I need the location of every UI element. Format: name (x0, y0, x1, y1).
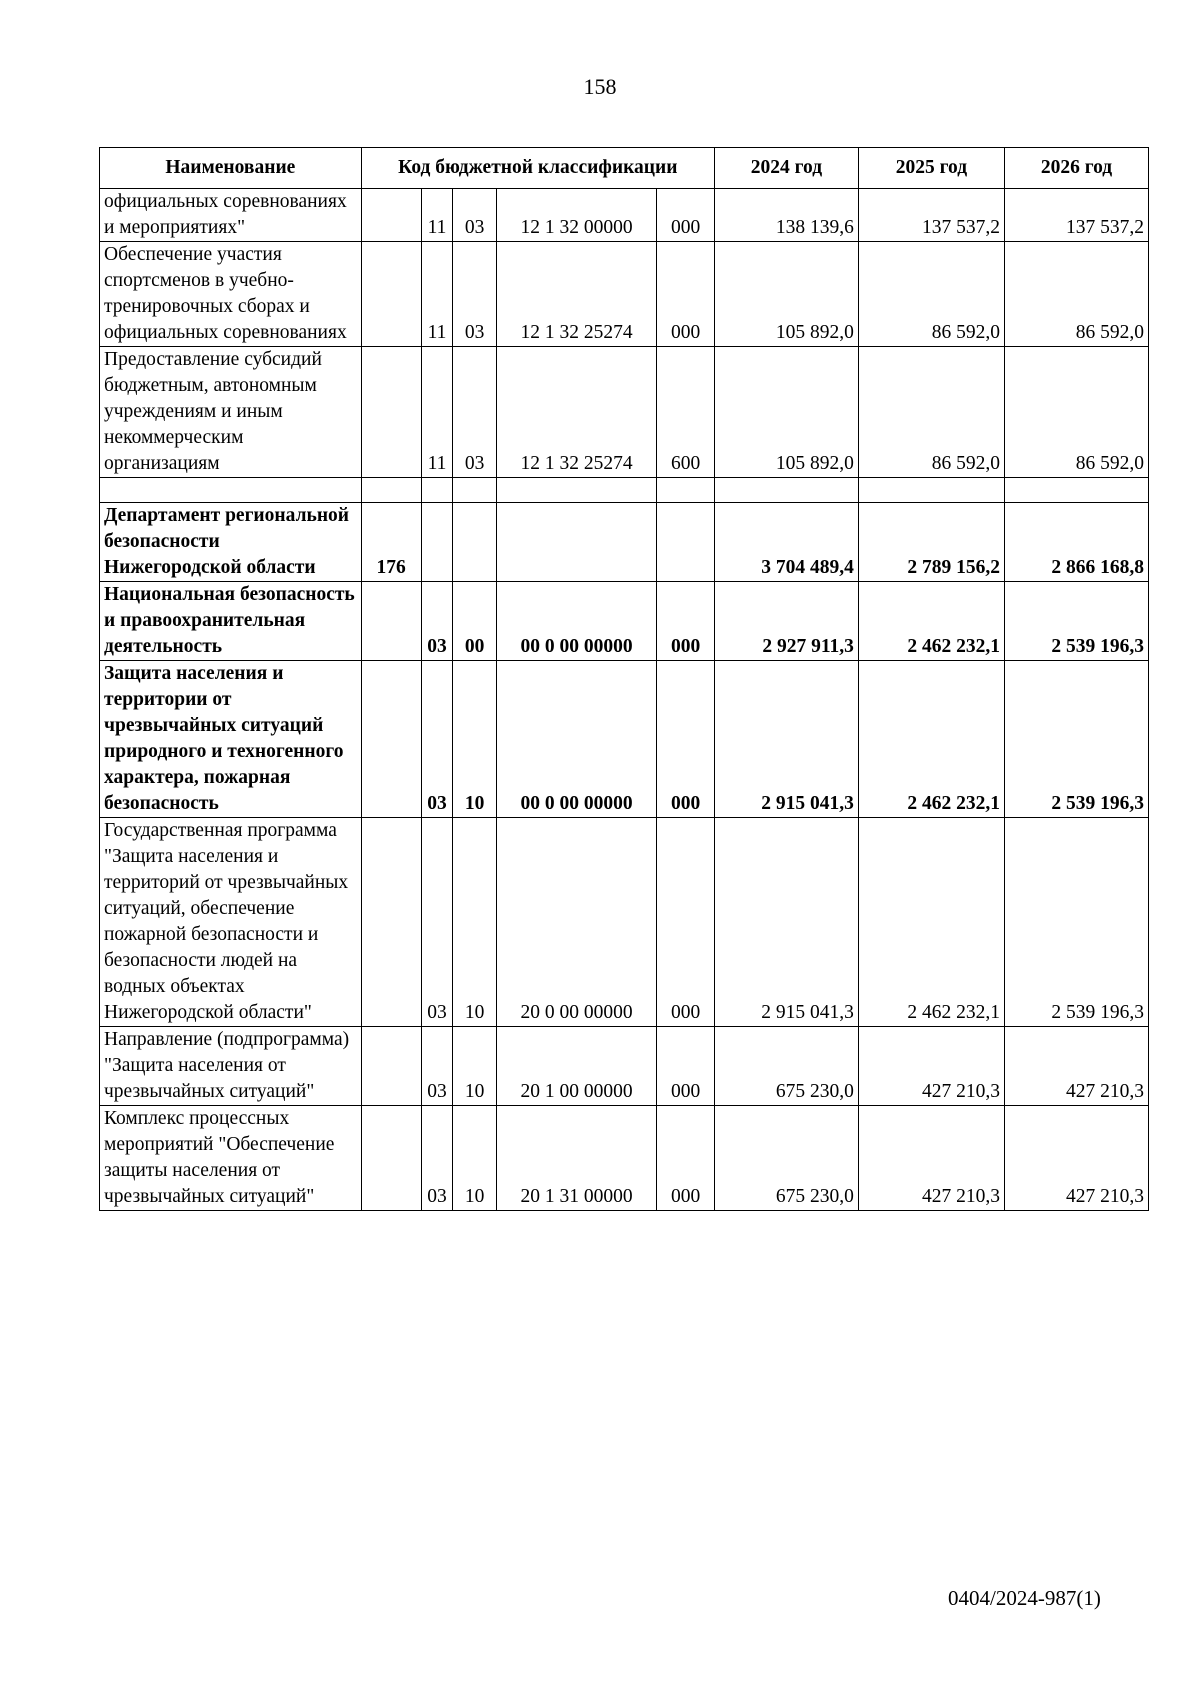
row-2026: 137 537,2 (1005, 189, 1149, 242)
row-type: 000 (657, 242, 715, 347)
row-2025: 86 592,0 (858, 242, 1004, 347)
empty-cell (361, 478, 421, 503)
row-article: 20 1 31 00000 (496, 1106, 656, 1211)
row-ministry (361, 1027, 421, 1106)
row-subsection: 10 (453, 1106, 497, 1211)
row-2024: 3 704 489,4 (714, 503, 858, 582)
table-row (100, 503, 1149, 582)
row-2025: 2 462 232,1 (858, 818, 1004, 1027)
row-name: Направление (подпрограмма) "Защита населения от чрезвычайных ситуаций" (100, 1027, 362, 1106)
row-2025: 86 592,0 (858, 347, 1004, 478)
row-subsection (453, 503, 497, 582)
row-2025: 2 462 232,1 (858, 661, 1004, 818)
row-2026: 2 539 196,3 (1005, 582, 1149, 661)
table-row (100, 1106, 1149, 1211)
table-row (100, 189, 1149, 242)
table-row (100, 661, 1149, 818)
row-name: Департамент региональной безопасности Нижегородской области (100, 503, 362, 582)
empty-cell (714, 478, 858, 503)
row-2025: 2 462 232,1 (858, 582, 1004, 661)
row-section: 03 (421, 818, 453, 1027)
empty-cell (858, 478, 1004, 503)
row-article: 20 1 00 00000 (496, 1027, 656, 1106)
row-name: Защита населения и территории от чрезвычайных ситуаций природного и техногенного характера, пожарная безопасность (100, 661, 362, 818)
row-2026: 2 539 196,3 (1005, 818, 1149, 1027)
row-2026: 86 592,0 (1005, 242, 1149, 347)
row-2026: 427 210,3 (1005, 1106, 1149, 1211)
row-2026: 2 866 168,8 (1005, 503, 1149, 582)
table-row (100, 242, 1149, 347)
row-subsection: 10 (453, 818, 497, 1027)
empty-cell (453, 478, 497, 503)
row-2026: 2 539 196,3 (1005, 661, 1149, 818)
row-type: 000 (657, 582, 715, 661)
spacer-row (100, 478, 1149, 503)
row-section: 03 (421, 582, 453, 661)
row-article: 00 0 00 00000 (496, 582, 656, 661)
row-2024: 2 915 041,3 (714, 818, 858, 1027)
budget-table (99, 147, 1149, 1211)
row-article: 12 1 32 00000 (496, 189, 656, 242)
row-ministry (361, 189, 421, 242)
empty-cell (657, 478, 715, 503)
row-name: Национальная безопасность и правоохранительная деятельность (100, 582, 362, 661)
row-name: официальных соревнованиях и мероприятиях" (100, 189, 362, 242)
document-code: 0404/2024-987(1) (948, 1586, 1101, 1610)
empty-cell (421, 478, 453, 503)
row-article: 12 1 32 25274 (496, 347, 656, 478)
row-2024: 138 139,6 (714, 189, 858, 242)
table-row (100, 1027, 1149, 1106)
empty-cell (100, 478, 362, 503)
row-2024: 105 892,0 (714, 242, 858, 347)
row-article (496, 503, 656, 582)
row-ministry (361, 242, 421, 347)
row-subsection: 03 (453, 242, 497, 347)
table-row (100, 818, 1149, 1027)
row-section: 11 (421, 242, 453, 347)
row-ministry (361, 661, 421, 818)
row-subsection: 03 (453, 347, 497, 478)
row-ministry (361, 582, 421, 661)
row-type: 600 (657, 347, 715, 478)
row-article: 20 0 00 00000 (496, 818, 656, 1027)
row-ministry (361, 818, 421, 1027)
row-article: 12 1 32 25274 (496, 242, 656, 347)
row-2024: 2 927 911,3 (714, 582, 858, 661)
table-row (100, 347, 1149, 478)
row-type: 000 (657, 1106, 715, 1211)
row-section: 11 (421, 347, 453, 478)
table-header-row (100, 148, 1149, 189)
row-2024: 675 230,0 (714, 1027, 858, 1106)
row-section: 03 (421, 661, 453, 818)
row-2026: 427 210,3 (1005, 1027, 1149, 1106)
row-section: 11 (421, 189, 453, 242)
row-section: 03 (421, 1027, 453, 1106)
empty-cell (496, 478, 656, 503)
row-type: 000 (657, 661, 715, 818)
row-type: 000 (657, 189, 715, 242)
row-type (657, 503, 715, 582)
row-name: Обеспечение участия спортсменов в учебно-тренировочных сборах и официальных соревнованиях (100, 242, 362, 347)
row-ministry: 176 (361, 503, 421, 582)
row-subsection: 10 (453, 661, 497, 818)
row-2024: 105 892,0 (714, 347, 858, 478)
row-name: Предоставление субсидий бюджетным, автономным учреждениям и иным некоммерческим организациям (100, 347, 362, 478)
header-2025: 2025 год (858, 148, 1004, 189)
header-code: Код бюджетной классификации (361, 148, 714, 189)
row-2024: 2 915 041,3 (714, 661, 858, 818)
row-2025: 427 210,3 (858, 1106, 1004, 1211)
row-subsection: 10 (453, 1027, 497, 1106)
row-section (421, 503, 453, 582)
row-article: 00 0 00 00000 (496, 661, 656, 818)
header-2026: 2026 год (1005, 148, 1149, 189)
row-2024: 675 230,0 (714, 1106, 858, 1211)
header-name: Наименование (100, 148, 362, 189)
row-subsection: 00 (453, 582, 497, 661)
row-type: 000 (657, 818, 715, 1027)
row-name: Комплекс процессных мероприятий "Обеспечение защиты населения от чрезвычайных ситуаций" (100, 1106, 362, 1211)
empty-cell (1005, 478, 1149, 503)
row-2026: 86 592,0 (1005, 347, 1149, 478)
header-2024: 2024 год (714, 148, 858, 189)
table-row (100, 582, 1149, 661)
row-section: 03 (421, 1106, 453, 1211)
row-2025: 427 210,3 (858, 1027, 1004, 1106)
row-2025: 2 789 156,2 (858, 503, 1004, 582)
page-number: 158 (583, 74, 617, 99)
row-ministry (361, 347, 421, 478)
row-subsection: 03 (453, 189, 497, 242)
row-2025: 137 537,2 (858, 189, 1004, 242)
row-type: 000 (657, 1027, 715, 1106)
row-name: Государственная программа "Защита населения и территорий от чрезвычайных ситуаций, обеспечение пожарной безопасности и безопасности людей на водных объектах Нижегородской области" (100, 818, 362, 1027)
row-ministry (361, 1106, 421, 1211)
